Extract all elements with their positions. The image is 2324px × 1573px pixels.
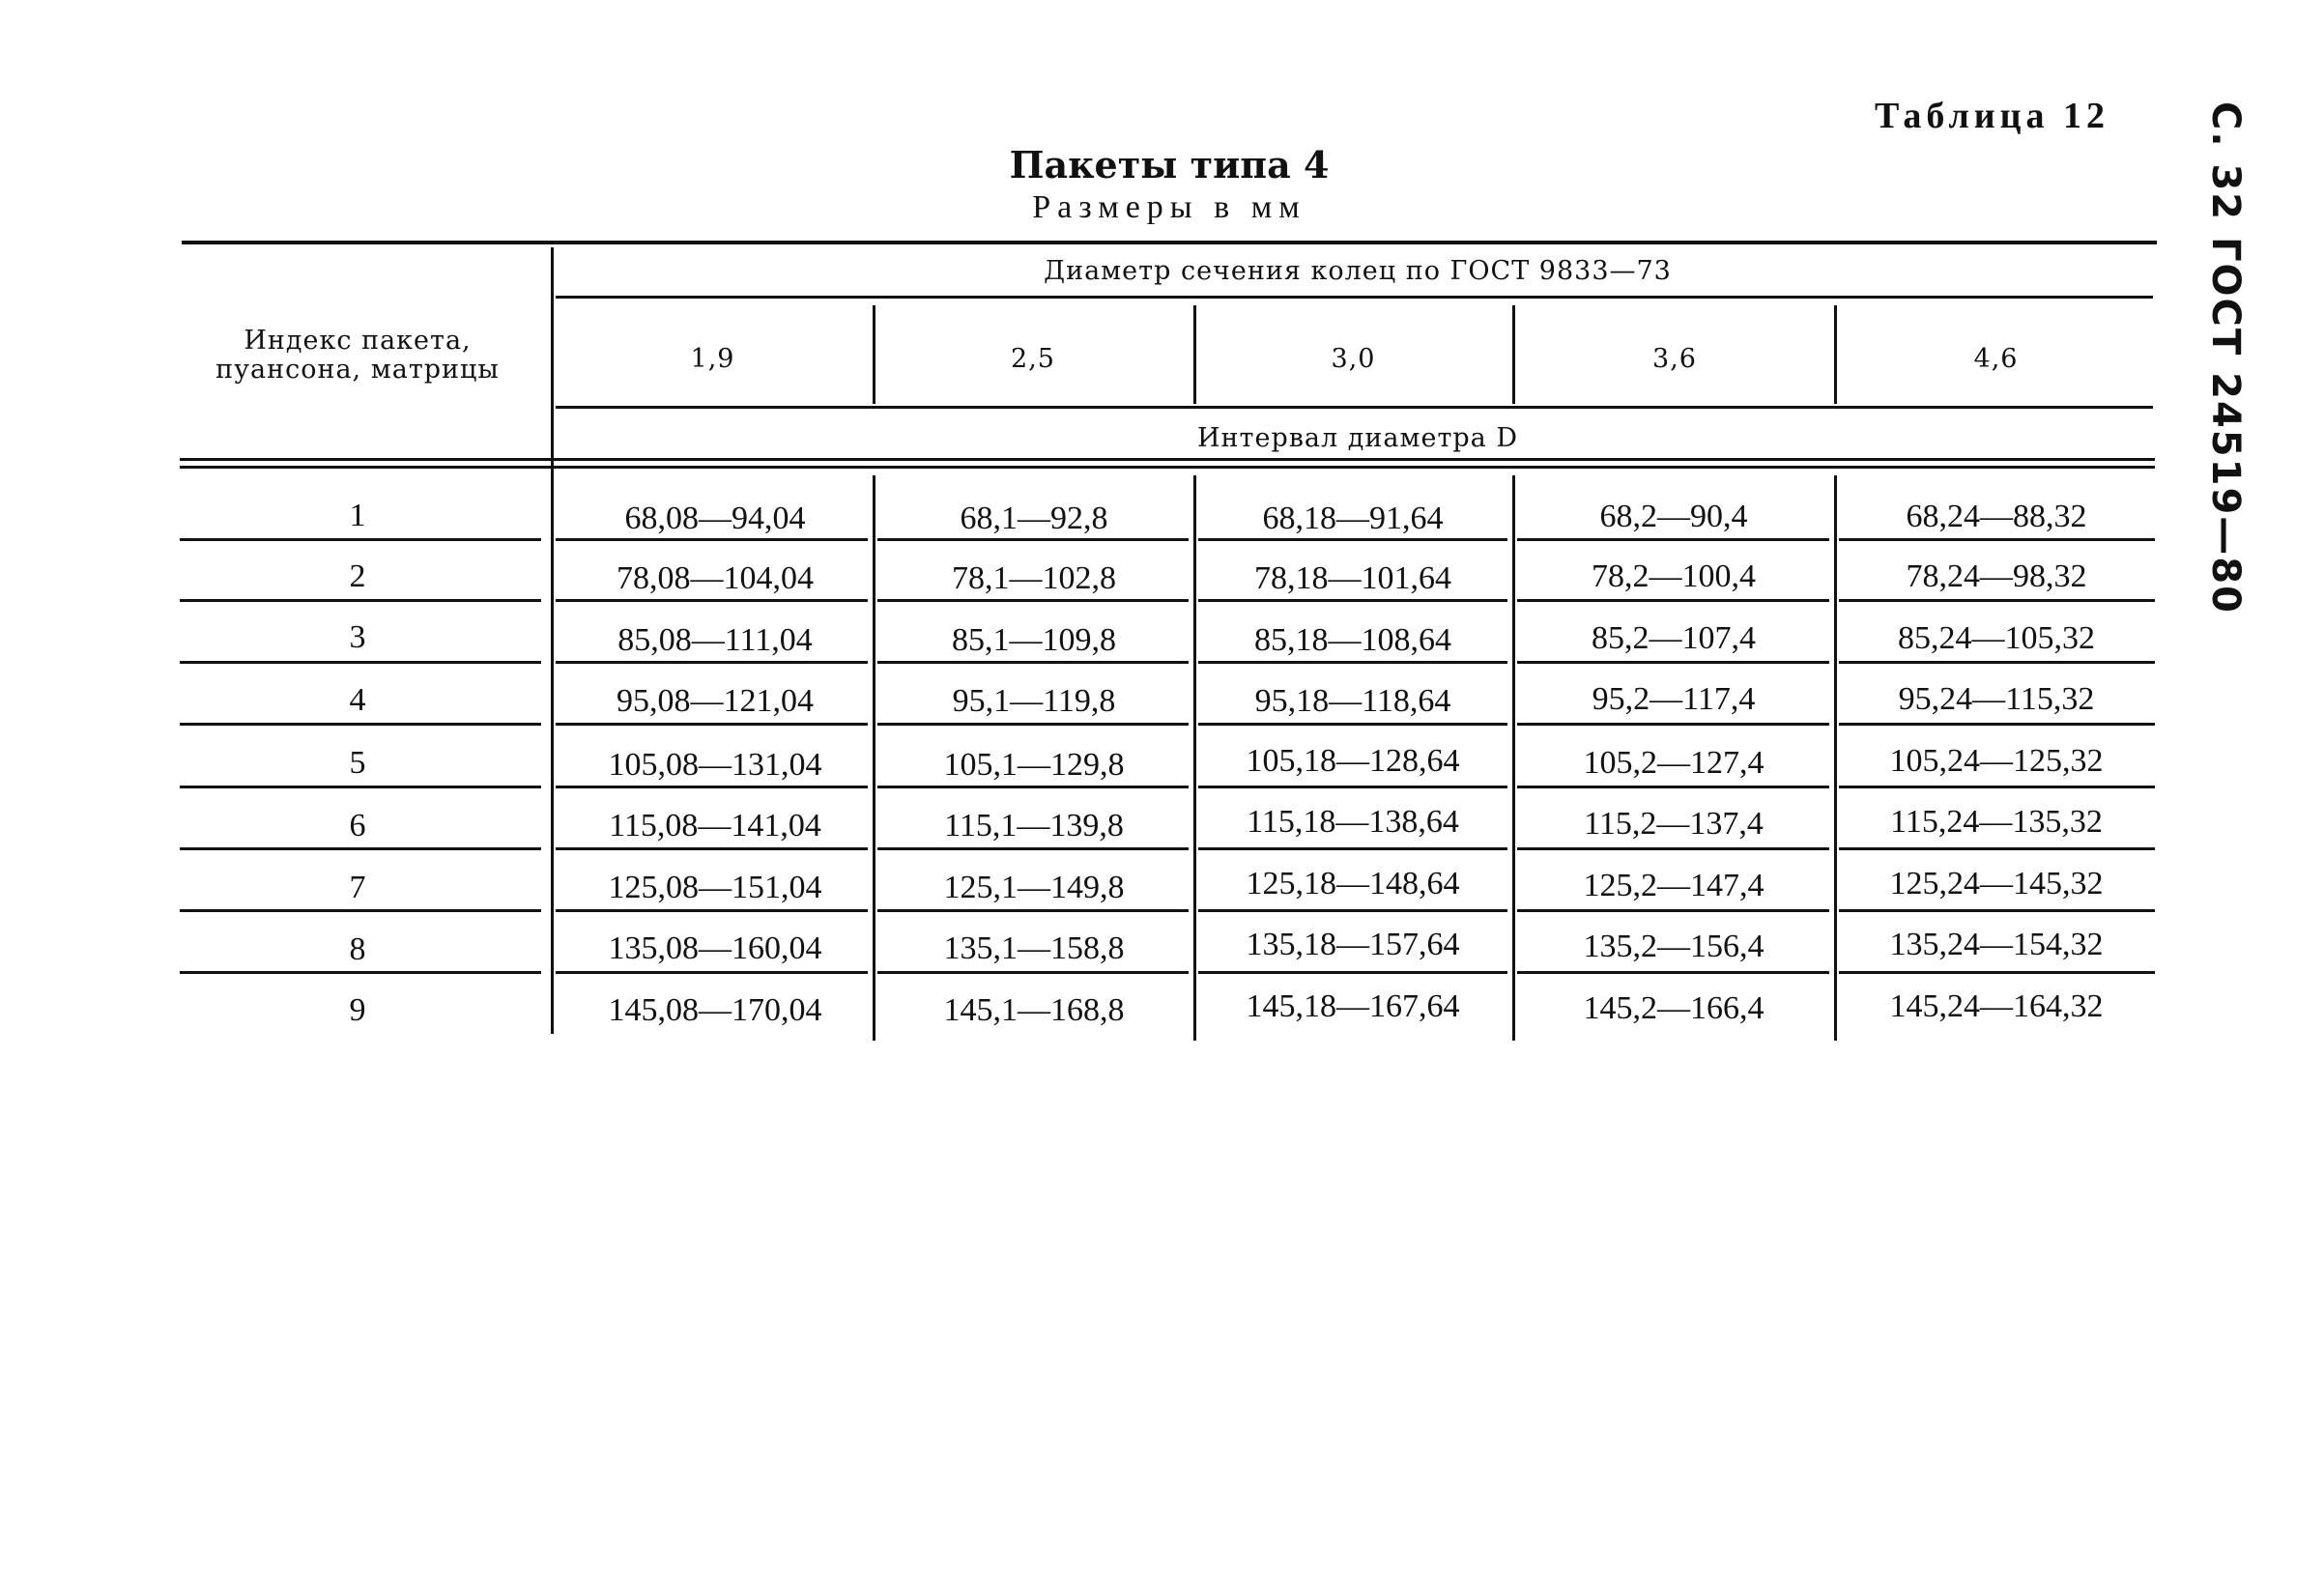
- row-separator: [1198, 786, 1507, 788]
- row-separator: [877, 786, 1189, 788]
- table-cell: 145,1—168,8: [943, 992, 1125, 1028]
- table-cell: 95,08—121,04: [617, 683, 814, 719]
- row-index: 1: [349, 498, 366, 533]
- row-separator: [1839, 909, 2155, 912]
- row-index: 6: [349, 808, 366, 844]
- row-separator: [877, 538, 1189, 541]
- table-cell: 145,08—170,04: [608, 992, 822, 1028]
- row-separator: [556, 847, 868, 850]
- column-header-4: 3,6: [1652, 344, 1697, 374]
- column-header-2: 2,5: [1011, 344, 1055, 374]
- table-cell: 105,2—127,4: [1583, 745, 1765, 781]
- row-separator: [877, 847, 1189, 850]
- table-cell: 135,1—158,8: [943, 930, 1125, 966]
- row-separator: [1517, 723, 1829, 726]
- row-separator: [180, 971, 541, 974]
- table-subtitle: Размеры в мм: [1032, 189, 1306, 225]
- header-divider: [1834, 305, 1837, 404]
- index-column-divider: [551, 247, 554, 1034]
- page-number: С. 32 ГОСТ 24519—80: [2203, 101, 2248, 615]
- table-cell: 95,2—117,4: [1592, 681, 1756, 717]
- row-separator: [180, 723, 541, 726]
- table-cell: 145,2—166,4: [1583, 990, 1765, 1026]
- row-separator: [1839, 661, 2155, 664]
- table-cell: 105,18—128,64: [1246, 743, 1460, 779]
- table-cell: 115,24—135,32: [1890, 804, 2103, 840]
- table-cell: 125,24—145,32: [1889, 866, 2104, 901]
- table-cell: 78,08—104,04: [617, 560, 814, 596]
- row-separator: [180, 538, 541, 541]
- row-separator: [1517, 661, 1829, 664]
- row-separator: [1198, 847, 1507, 850]
- table-cell: 85,24—105,32: [1898, 620, 2095, 656]
- column-header-3: 3,0: [1331, 344, 1376, 374]
- body-divider: [1193, 475, 1196, 1041]
- header-divider: [1193, 305, 1196, 404]
- table-cell: 78,2—100,4: [1592, 558, 1756, 594]
- row-separator: [180, 599, 541, 602]
- row-separator: [877, 723, 1189, 726]
- table-cell: 135,24—154,32: [1889, 927, 2104, 962]
- row-separator: [556, 909, 868, 912]
- row-separator: [1198, 538, 1507, 541]
- table-cell: 135,18—157,64: [1246, 927, 1460, 962]
- row-index: 8: [349, 931, 366, 967]
- row-separator: [1198, 661, 1507, 664]
- table-cell: 125,08—151,04: [608, 870, 822, 905]
- row-separator: [877, 909, 1189, 912]
- row-separator: [1198, 971, 1507, 974]
- row-index: 7: [349, 870, 366, 905]
- table-cell: 68,1—92,8: [960, 500, 1108, 536]
- group-header-rule: [556, 296, 2153, 299]
- table-number-label: Таблица 12: [1875, 96, 2110, 136]
- table-title: Пакеты типа 4: [1009, 143, 1330, 186]
- body-divider: [873, 475, 875, 1041]
- table-cell: 125,2—147,4: [1583, 868, 1765, 903]
- body-divider: [1512, 475, 1515, 1041]
- row-separator: [1198, 909, 1507, 912]
- table-cell: 78,18—101,64: [1254, 560, 1451, 596]
- row-separator: [556, 971, 868, 974]
- row-index: 4: [349, 682, 366, 718]
- row-separator: [1839, 786, 2155, 788]
- header-divider: [873, 305, 875, 404]
- table-cell: 135,08—160,04: [608, 930, 822, 966]
- row-separator: [1839, 971, 2155, 974]
- row-separator: [180, 909, 541, 912]
- table-cell: 145,24—164,32: [1889, 988, 2104, 1024]
- table-cell: 135,2—156,4: [1583, 929, 1765, 964]
- row-separator: [1517, 847, 1829, 850]
- row-index: 9: [349, 992, 366, 1028]
- table-cell: 125,18—148,64: [1246, 866, 1460, 901]
- row-separator: [1839, 847, 2155, 850]
- table-cell: 95,24—115,32: [1898, 681, 2095, 717]
- table-cell: 105,1—129,8: [943, 747, 1125, 783]
- header-divider: [1512, 305, 1515, 404]
- row-separator: [180, 661, 541, 664]
- row-separator: [877, 599, 1189, 602]
- column-header-1: 1,9: [690, 344, 735, 374]
- row-separator: [1839, 538, 2155, 541]
- index-column-header: Индекс пакета, пуансона, матрицы: [215, 326, 500, 385]
- table-cell: 68,18—91,64: [1262, 500, 1444, 536]
- row-separator: [877, 971, 1189, 974]
- row-separator: [1517, 538, 1829, 541]
- table-cell: 145,18—167,64: [1246, 988, 1460, 1024]
- interval-header: Интервал диаметра D: [1196, 423, 1519, 453]
- table-cell: 68,24—88,32: [1906, 499, 2087, 534]
- row-separator: [1839, 723, 2155, 726]
- table-cell: 85,1—109,8: [952, 622, 1116, 658]
- table-cell: 85,18—108,64: [1254, 622, 1451, 658]
- table-cell: 95,1—119,8: [952, 683, 1116, 719]
- row-separator: [1198, 599, 1507, 602]
- row-separator: [1517, 909, 1829, 912]
- row-separator: [1198, 723, 1507, 726]
- row-index: 3: [349, 619, 366, 655]
- row-separator: [556, 723, 868, 726]
- row-index: 2: [349, 558, 366, 594]
- row-index: 5: [349, 745, 366, 781]
- table-cell: 115,1—139,8: [944, 808, 1124, 844]
- table-cell: 78,24—98,32: [1906, 558, 2087, 594]
- row-separator: [1517, 786, 1829, 788]
- row-separator: [556, 786, 868, 788]
- group-column-header: Диаметр сечения колец по ГОСТ 9833—73: [1044, 256, 1672, 286]
- table-cell: 105,24—125,32: [1889, 743, 2104, 779]
- row-separator: [1517, 971, 1829, 974]
- row-separator: [556, 538, 868, 541]
- row-separator: [556, 599, 868, 602]
- column-header-5: 4,6: [1973, 344, 2019, 374]
- table-cell: 68,2—90,4: [1599, 499, 1748, 534]
- table-cell: 95,18—118,64: [1254, 683, 1451, 719]
- table-cell: 125,1—149,8: [943, 870, 1125, 905]
- row-separator: [180, 786, 541, 788]
- table-cell: 68,08—94,04: [624, 500, 806, 536]
- column-header-rule: [556, 406, 2153, 409]
- table-top-rule: [182, 241, 2157, 244]
- table-cell: 115,08—141,04: [609, 808, 821, 844]
- row-separator: [1839, 599, 2155, 602]
- table-cell: 85,08—111,04: [617, 622, 813, 658]
- table-cell: 115,18—138,64: [1247, 804, 1459, 840]
- row-separator: [1517, 599, 1829, 602]
- table-cell: 115,2—137,4: [1584, 806, 1764, 842]
- header-double-rule: [180, 458, 2155, 461]
- body-divider: [1834, 475, 1837, 1041]
- table-cell: 78,1—102,8: [952, 560, 1116, 596]
- row-separator: [180, 847, 541, 850]
- row-separator: [556, 661, 868, 664]
- row-separator: [877, 661, 1189, 664]
- table-cell: 85,2—107,4: [1592, 620, 1756, 656]
- table-cell: 105,08—131,04: [608, 747, 822, 783]
- header-double-rule: [180, 466, 2155, 469]
